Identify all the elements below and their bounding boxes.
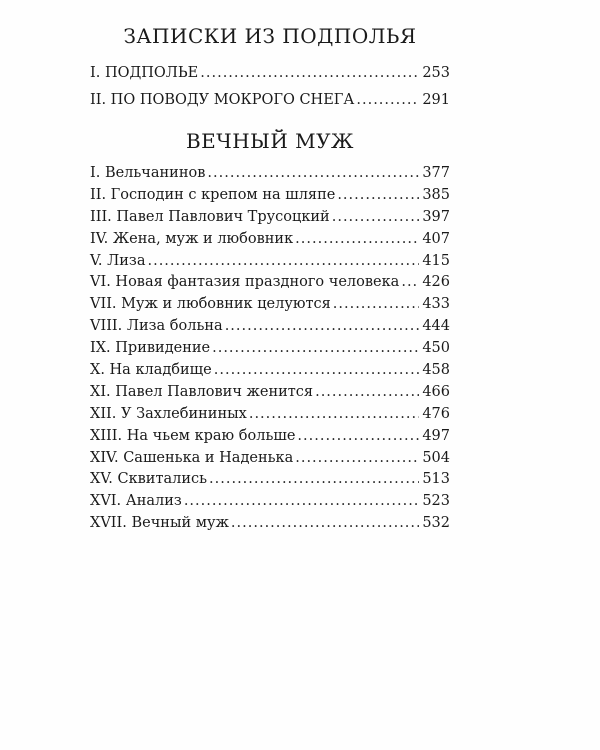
dot-leader [315,382,419,404]
toc-entry [90,87,450,114]
dot-leader [249,404,419,426]
toc-entry [90,163,450,185]
part-entries-vechny-muzh [90,163,450,535]
toc-entry-label: IV. Жена, муж и любовник [90,230,294,247]
dot-leader [200,60,419,87]
dot-leader [212,338,419,360]
toc-entry-page: 444 [422,318,450,335]
dot-leader [295,448,419,470]
dot-leader [401,272,419,294]
toc-entry [90,513,450,535]
toc-entry [90,229,450,251]
toc-entry-label: I. Вельчанинов [90,165,206,181]
table-of-contents [90,22,450,535]
toc-entry-page: 385 [422,186,450,203]
toc-entry-label: XIV. Сашенька и Наденька [90,449,294,466]
toc-entry [90,294,450,316]
dot-leader [295,229,419,251]
dot-leader [332,207,419,229]
part-title-vechny-muzh: ВЕЧНЫЙ МУЖ [185,129,355,153]
dot-leader [209,469,419,491]
toc-entry-label: XIII. На чьем краю больше [90,427,296,444]
toc-entry-label: VIII. Лиза больна [90,318,223,335]
toc-entry [90,60,450,87]
dot-leader [356,87,419,114]
toc-entry [90,207,450,229]
toc-entry-page: 291 [422,92,450,108]
part-title-zapiski: ЗАПИСКИ ИЗ ПОДПОЛЬЯ [123,24,417,48]
toc-entry-page: 466 [422,383,450,400]
toc-entry-label: X. На кладбище [90,362,212,379]
toc-entry-page: 450 [422,340,450,357]
toc-entry-page: 523 [422,493,450,510]
toc-entry [90,469,450,491]
toc-entry-label: II. ПО ПОВОДУ МОКРОГО СНЕГА [90,92,355,108]
toc-entry-label: XVII. Вечный муж [90,515,229,532]
toc-entry [90,426,450,448]
toc-entry [90,448,450,470]
toc-entry-page: 504 [422,449,450,466]
toc-entry-page: 426 [422,274,450,291]
dot-leader [297,426,419,448]
dot-leader [225,316,419,338]
toc-entry [90,272,450,294]
dot-leader [231,513,419,535]
toc-entry-label: XII. У Захлебининых [90,405,247,422]
toc-entry-page: 253 [422,65,450,81]
toc-entry-page: 397 [422,208,450,225]
toc-entry [90,491,450,513]
toc-entry [90,251,450,273]
dot-leader [147,251,419,273]
toc-entry-label: XI. Павел Павлович женится [90,383,314,400]
toc-entry-label: VI. Новая фантазия праздного человека [90,274,400,291]
toc-entry-label: XVI. Анализ [90,493,182,510]
dot-leader [184,491,419,513]
dot-leader [333,294,419,316]
dot-leader [207,163,419,185]
toc-entry-page: 433 [422,296,450,313]
toc-entry-page: 532 [422,515,450,532]
part-entries-zapiski [90,60,450,114]
dot-leader [337,185,419,207]
toc-entry-label: VII. Муж и любовник целуются [90,296,331,313]
toc-entry [90,382,450,404]
toc-entry-label: I. ПОДПОЛЬЕ [90,65,199,81]
dot-leader [214,360,419,382]
toc-entry-page: 497 [422,427,450,444]
toc-entry-label: V. Лиза [90,252,146,269]
toc-entry-page: 415 [422,252,450,269]
toc-entry-label: III. Павел Павлович Трусоцкий [90,208,330,225]
toc-entry-label: II. Господин с крепом на шляпе [90,186,336,203]
toc-entry [90,360,450,382]
toc-entry [90,185,450,207]
toc-entry-page: 458 [422,362,450,379]
toc-entry-label: XV. Сквитались [90,471,208,488]
toc-entry-page: 476 [422,405,450,422]
toc-entry-page: 377 [422,165,450,181]
toc-entry-page: 513 [422,471,450,488]
toc-entry-label: IX. Привидение [90,340,211,357]
toc-entry [90,316,450,338]
toc-entry [90,338,450,360]
toc-entry [90,404,450,426]
toc-entry-page: 407 [422,230,450,247]
